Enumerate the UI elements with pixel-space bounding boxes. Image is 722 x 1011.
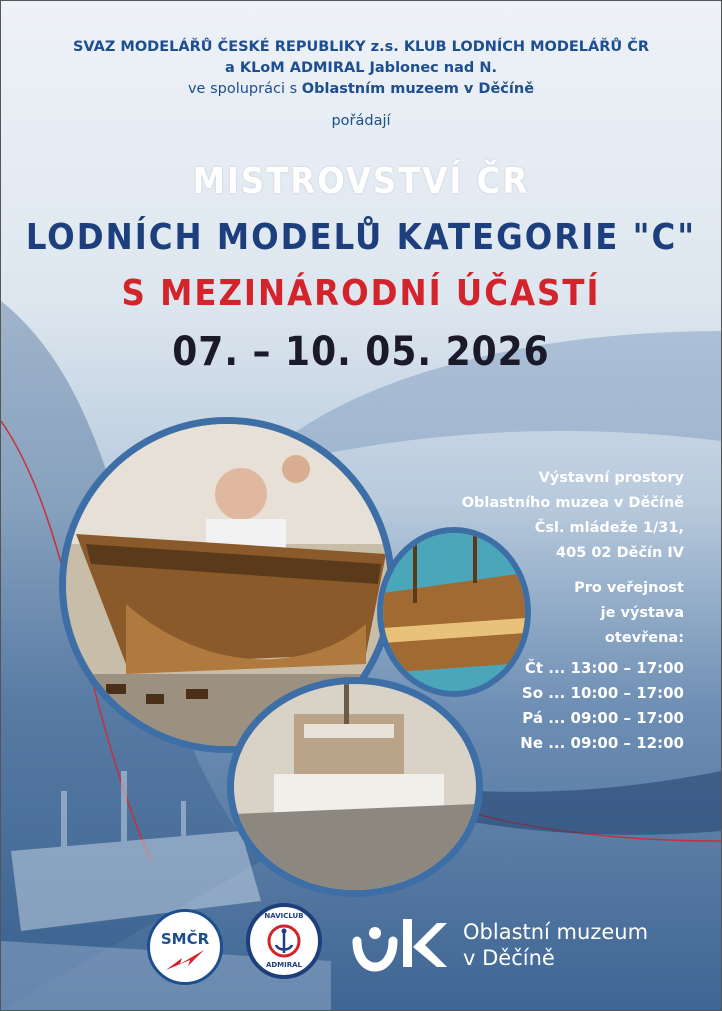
museum-name-line-2: v Děčíně (463, 946, 555, 970)
organizer-line-2: a KLoM ADMIRAL Jablonec nad N. (225, 60, 497, 76)
photo-ship-model-bridge (227, 677, 483, 897)
title-category: LODNÍCH MODELŮ KATEGORIE "C" (25, 217, 697, 258)
organize-verb: pořádají (331, 113, 391, 129)
venue-line: Výstavní prostory (538, 470, 684, 486)
public-line: otevřena: (604, 630, 684, 646)
cooperation-museum: Oblastním muzeem v Děčíně (301, 81, 535, 97)
museum-logo-mark-icon (351, 917, 451, 973)
cooperation-prefix: ve spolupráci s (187, 81, 298, 97)
naviclub-text: NAVICLUB (264, 912, 304, 920)
public-line: Pro veřejnost (574, 580, 684, 596)
admiral-text: ADMIRAL (265, 961, 303, 969)
smcr-logo (147, 909, 223, 985)
naviclub-admiral-logo (246, 903, 322, 979)
venue-line: Čsl. mládeže 1/31, (534, 520, 684, 536)
hours-friday: Pá ... 09:00 – 17:00 (522, 709, 684, 727)
smcr-logo-text: SMČR (160, 930, 210, 948)
public-line: je výstava (600, 605, 684, 621)
museum-name-line-1: Oblastní muzeum (463, 920, 649, 944)
organizer-line-3 (1, 79, 721, 100)
venue-info (462, 466, 684, 566)
hours-thursday: Čt ... 13:00 – 17:00 (524, 659, 684, 677)
hours-sunday: Ne ... 09:00 – 12:00 (520, 734, 684, 752)
opening-hours (520, 656, 684, 756)
public-info (574, 576, 684, 651)
hours-saturday: So ... 10:00 – 17:00 (521, 684, 684, 702)
title-championship: MISTROVSTVÍ ČR (192, 161, 530, 202)
anchor-icon (267, 923, 301, 959)
venue-line: Oblastního muzea v Děčíně (461, 495, 684, 511)
title-international: S MEZINÁRODNÍ ÚČASTÍ (121, 273, 601, 314)
museum-logo-name (463, 919, 648, 971)
organizer-line-1: SVAZ MODELÁŘŮ ČESKÉ REPUBLIKY z.s. KLUB LODNÍCH MODELÁŘŮ ČR (72, 39, 650, 55)
venue-line: 405 02 Děčín IV (556, 545, 684, 561)
event-dates: 07. – 10. 05. 2026 (172, 329, 550, 375)
lightning-icon (164, 948, 206, 974)
